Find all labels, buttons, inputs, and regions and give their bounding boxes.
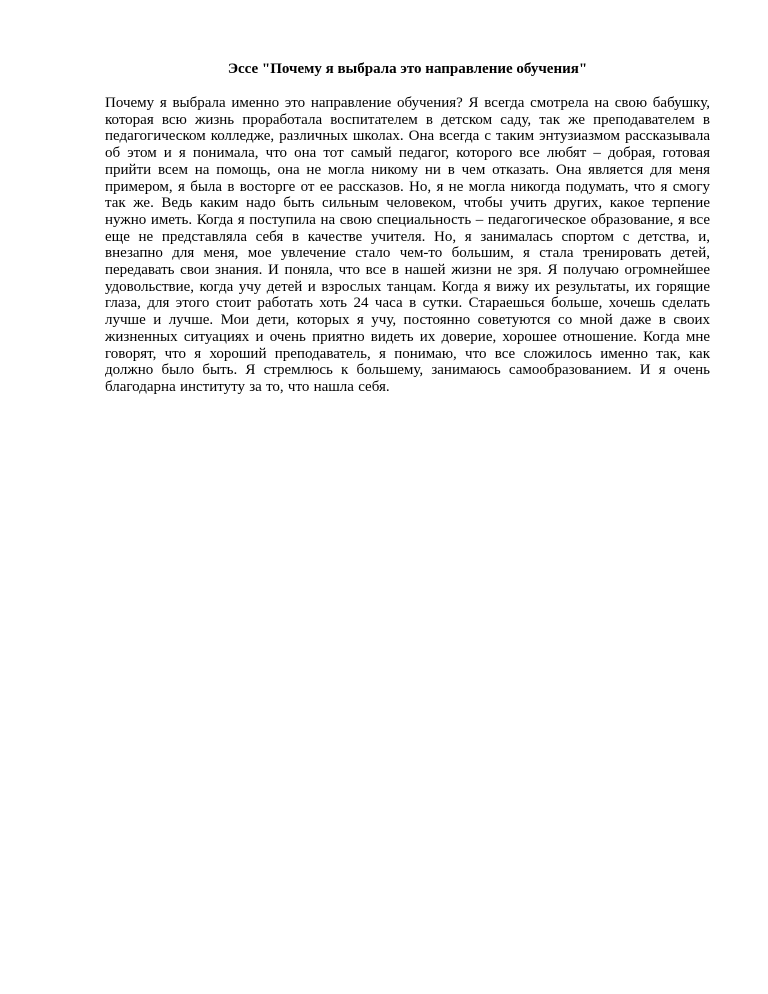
essay-title: Эссе "Почему я выбрала это направление обучения" <box>227 61 588 77</box>
document-content <box>105 61 710 396</box>
essay-body-paragraph: Почему я выбрала именно это направление обучения? Я всегда смотрела на свою бабушку, которая всю жизнь проработала воспитателем в детском саду, так же преподавателем в педагогическом колледже, различных школах. Она всегда с таким энтузиазмом рассказывала об этом и я понимала, что она тот самый педагог, которого все любят – добрая, готовая прийти всем на помощь, она не могла никому ни в чем отказать. Она является для меня примером, я была в восторге от ее рассказов. Но, я не могла никогда подумать, что я смогу так же. Ведь каким надо быть сильным человеком, чтобы учить других, какое терпение нужно иметь. Когда я поступила на свою специальность – педагогическое образование, я все еще не представляла себя в качестве учителя. Но, я занималась спортом с детства, и, внезапно для меня, мое увлечение стало чем-то большим, я стала тренировать детей, передавать свои знания. И поняла, что все в нашей жизни не зря. Я получаю огромнейшее удовольствие, когда учу детей и взрослых танцам. Когда я вижу их результаты, их горящие глаза, для этого стоит работать хоть 24 часа в сутки. Стараешься больше, хочешь сделать лучше и лучше. Мои дети, которых я учу, постоянно советуются со мной даже в своих жизненных ситуациях и очень приятно видеть их доверие, хорошее отношение. Когда мне говорят, что я хороший преподаватель, я понимаю, что все сложилось именно так, как должно было быть. Я стремлюсь к большему, занимаюсь самообразованием. И я очень благодарна институту за то, что нашла себя. <box>105 95 710 395</box>
